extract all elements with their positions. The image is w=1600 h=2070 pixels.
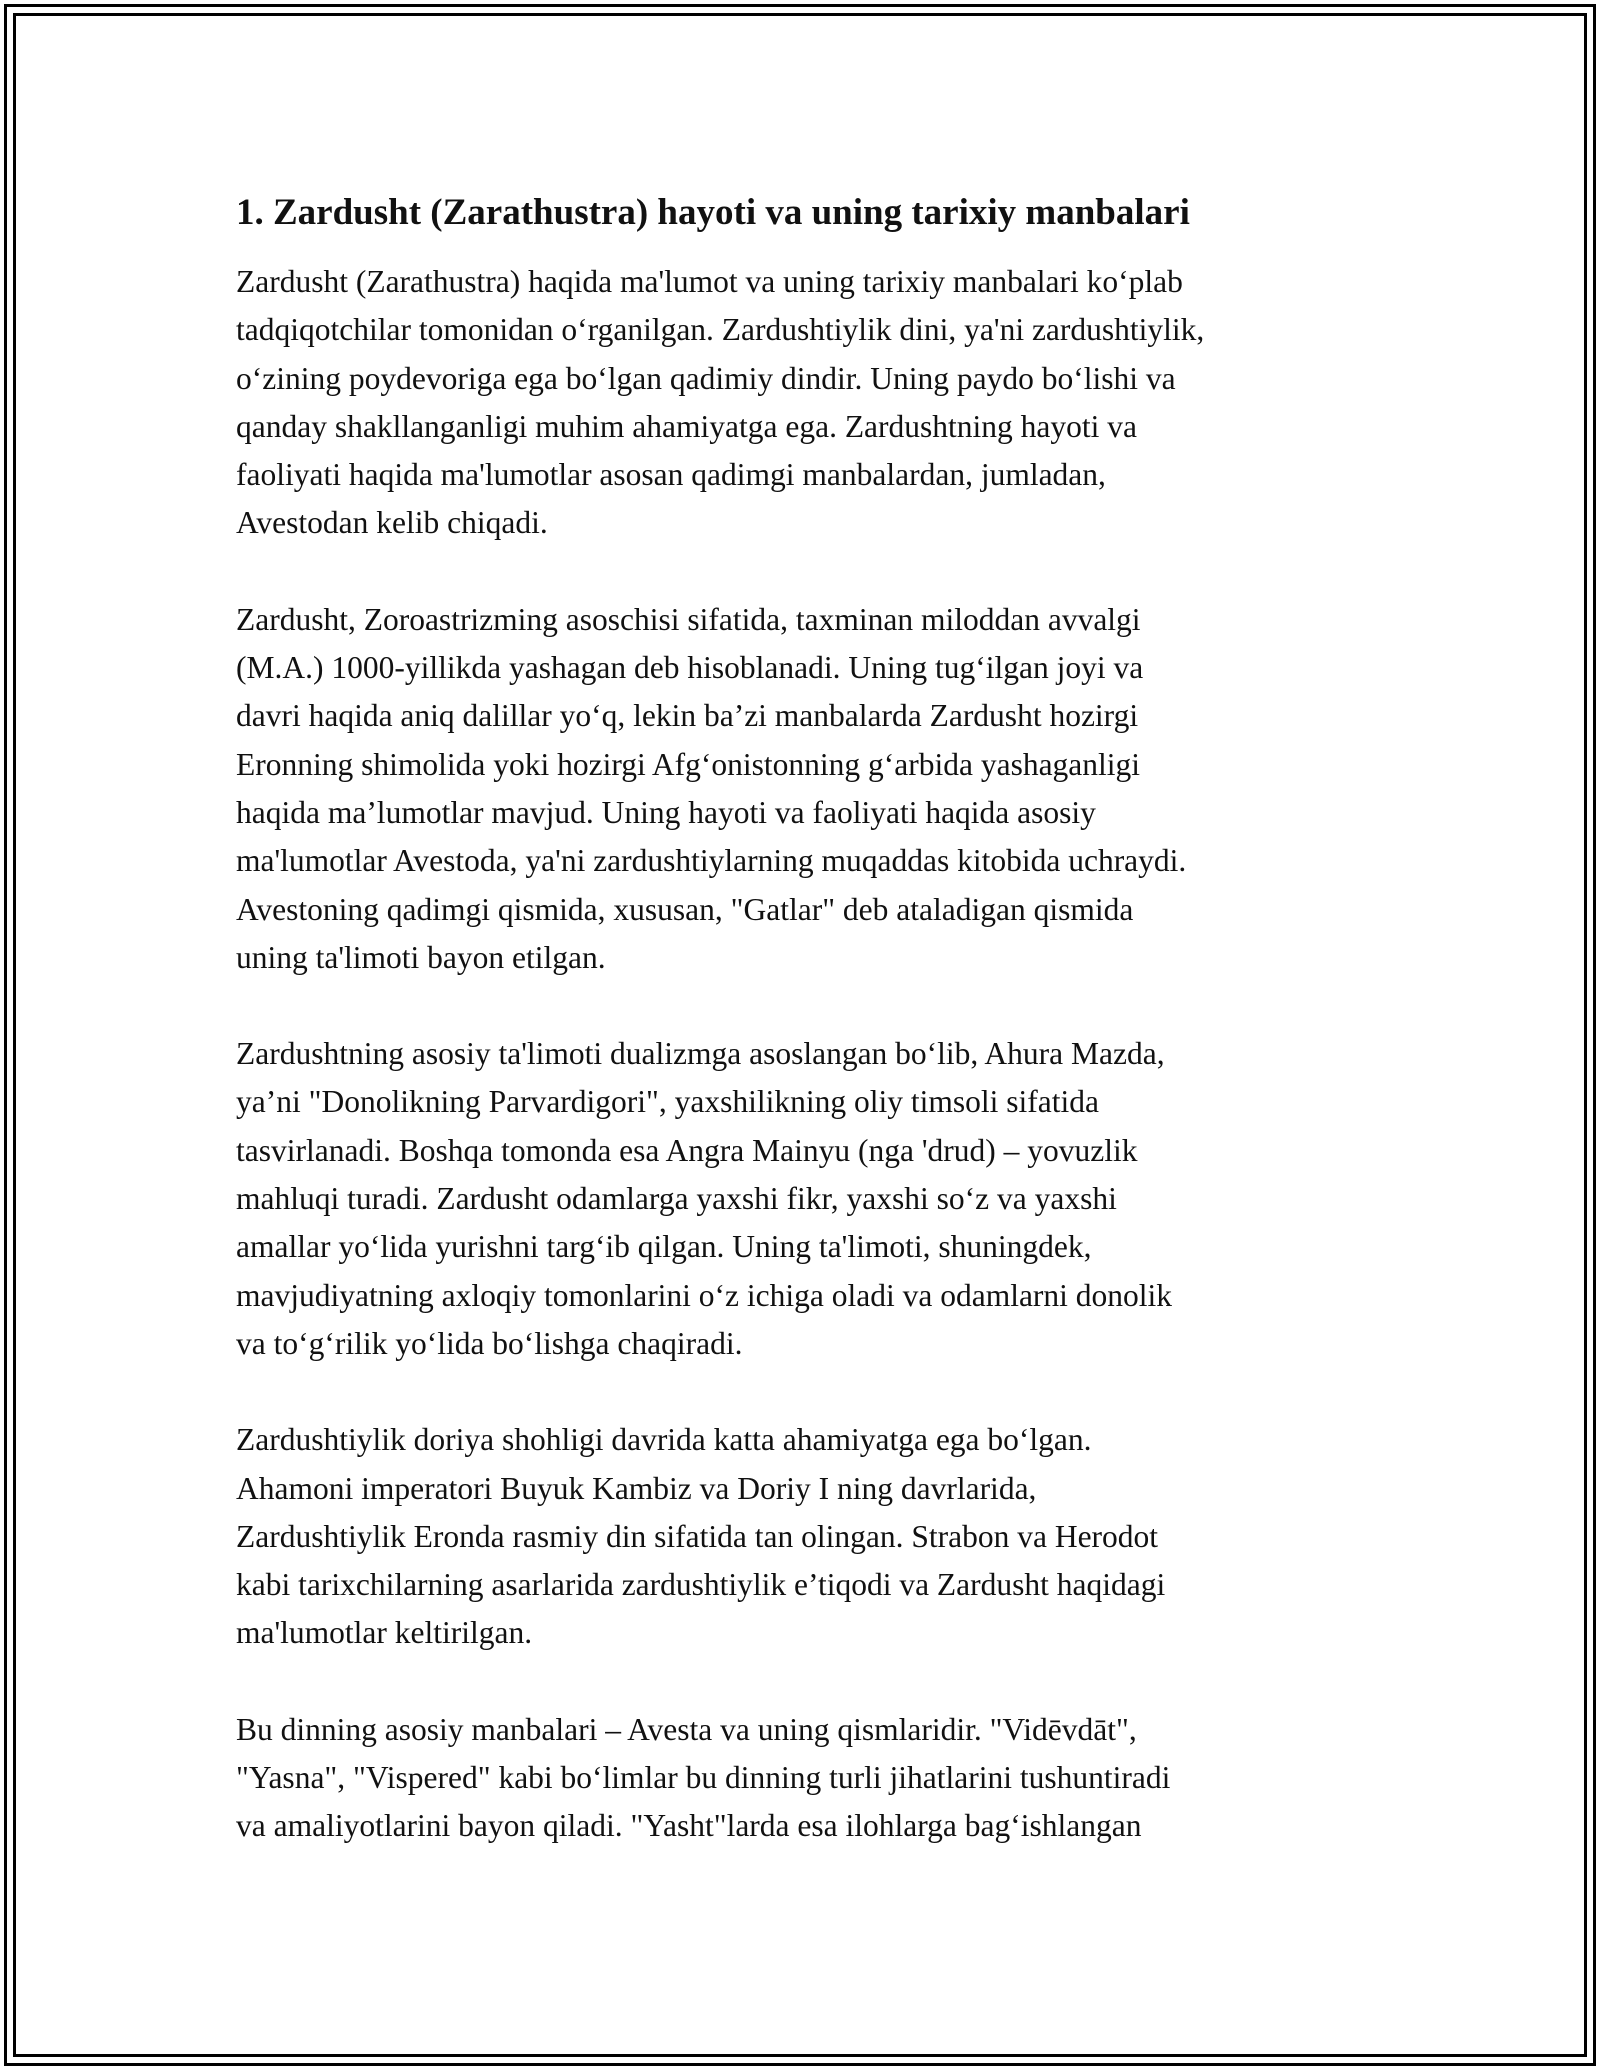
- section-heading: 1. Zardusht (Zarathustra) hayoti va uning tarixiy manbalari: [236, 192, 1190, 233]
- paragraph-2: Zardusht, Zoroastrizming asoschisi sifatida, taxminan miloddan avvalgi (M.A.) 1000-yillikda yashagan deb hisoblanadi. Uning tug‘ilgan joyi va davri haqida aniq dalillar yo‘q, lekin ba’zi manbalarda Zardusht hozirgi Eronning shimolida yoki hozirgi Afg‘onistonning g‘arbida yashaganligi haqida ma’lumotlar mavjud. Uning hayoti va faoliyati haqida asosiy ma'lumotlar Avestoda, ya'ni zardushtiylarning muqaddas kitobida uchraydi. Avestoning qadimgi qismida, xususan, "Gatlar" deb ataladigan qismida uning ta'limoti bayon etilgan.: [236, 601, 1187, 975]
- document-body: [236, 182, 1386, 1851]
- paragraph-3: Zardushtning asosiy ta'limoti dualizmga asoslangan bo‘lib, Ahura Mazda, ya’ni "Donolikning Parvardigori", yaxshilikning oliy timsoli sifatida tasvirlanadi. Boshqa tomonda esa Angra Mainyu (nga 'drud) – yovuzlik mahluqi turadi. Zardusht odamlarga yaxshi fikr, yaxshi so‘z va yaxshi amallar yo‘lida yurishni targ‘ib qilgan. Uning ta'limoti, shuningdek, mavjudiyatning axloqiy tomonlarini o‘z ichiga oladi va odamlarni donolik va to‘g‘rilik yo‘lida bo‘lishga chaqiradi.: [236, 1036, 1173, 1361]
- paragraph-5: Bu dinning asosiy manbalari – Avesta va uning qismlaridir. "Vidēvdāt", "Yasna", "Vispered" kabi bo‘limlar bu dinning turli jihatlarini tushuntiradi va amaliyotlarini bayon qiladi. "Yasht"larda esa ilohlarga bag‘ishlangan: [236, 1711, 1171, 1844]
- paragraph-1: Zardusht (Zarathustra) haqida ma'lumot va uning tarixiy manbalari ko‘plab tadqiqotchilar tomonidan o‘rganilgan. Zardushtiylik dini, ya'ni zardushtiylik, o‘zining poydevoriga ega bo‘lgan qadimiy dindir. Uning paydo bo‘lishi va qanday shakllanganligi muhim ahamiyatga ega. Zardushtning hayoti va faoliyati haqida ma'lumotlar asosan qadimgi manbalardan, jumladan, Avestodan kelib chiqadi.: [236, 264, 1205, 541]
- paragraph-4: Zardushtiylik doriya shohligi davrida katta ahamiyatga ega bo‘lgan. Ahamoni imperatori Buyuk Kambiz va Doriy I ning davrlarida, Zardushtiylik Eronda rasmiy din sifatida tan olingan. Strabon va Herodot kabi tarixchilarning asarlarida zardushtiylik e’tiqodi va Zardusht haqidagi ma'lumotlar keltirilgan.: [236, 1422, 1166, 1651]
